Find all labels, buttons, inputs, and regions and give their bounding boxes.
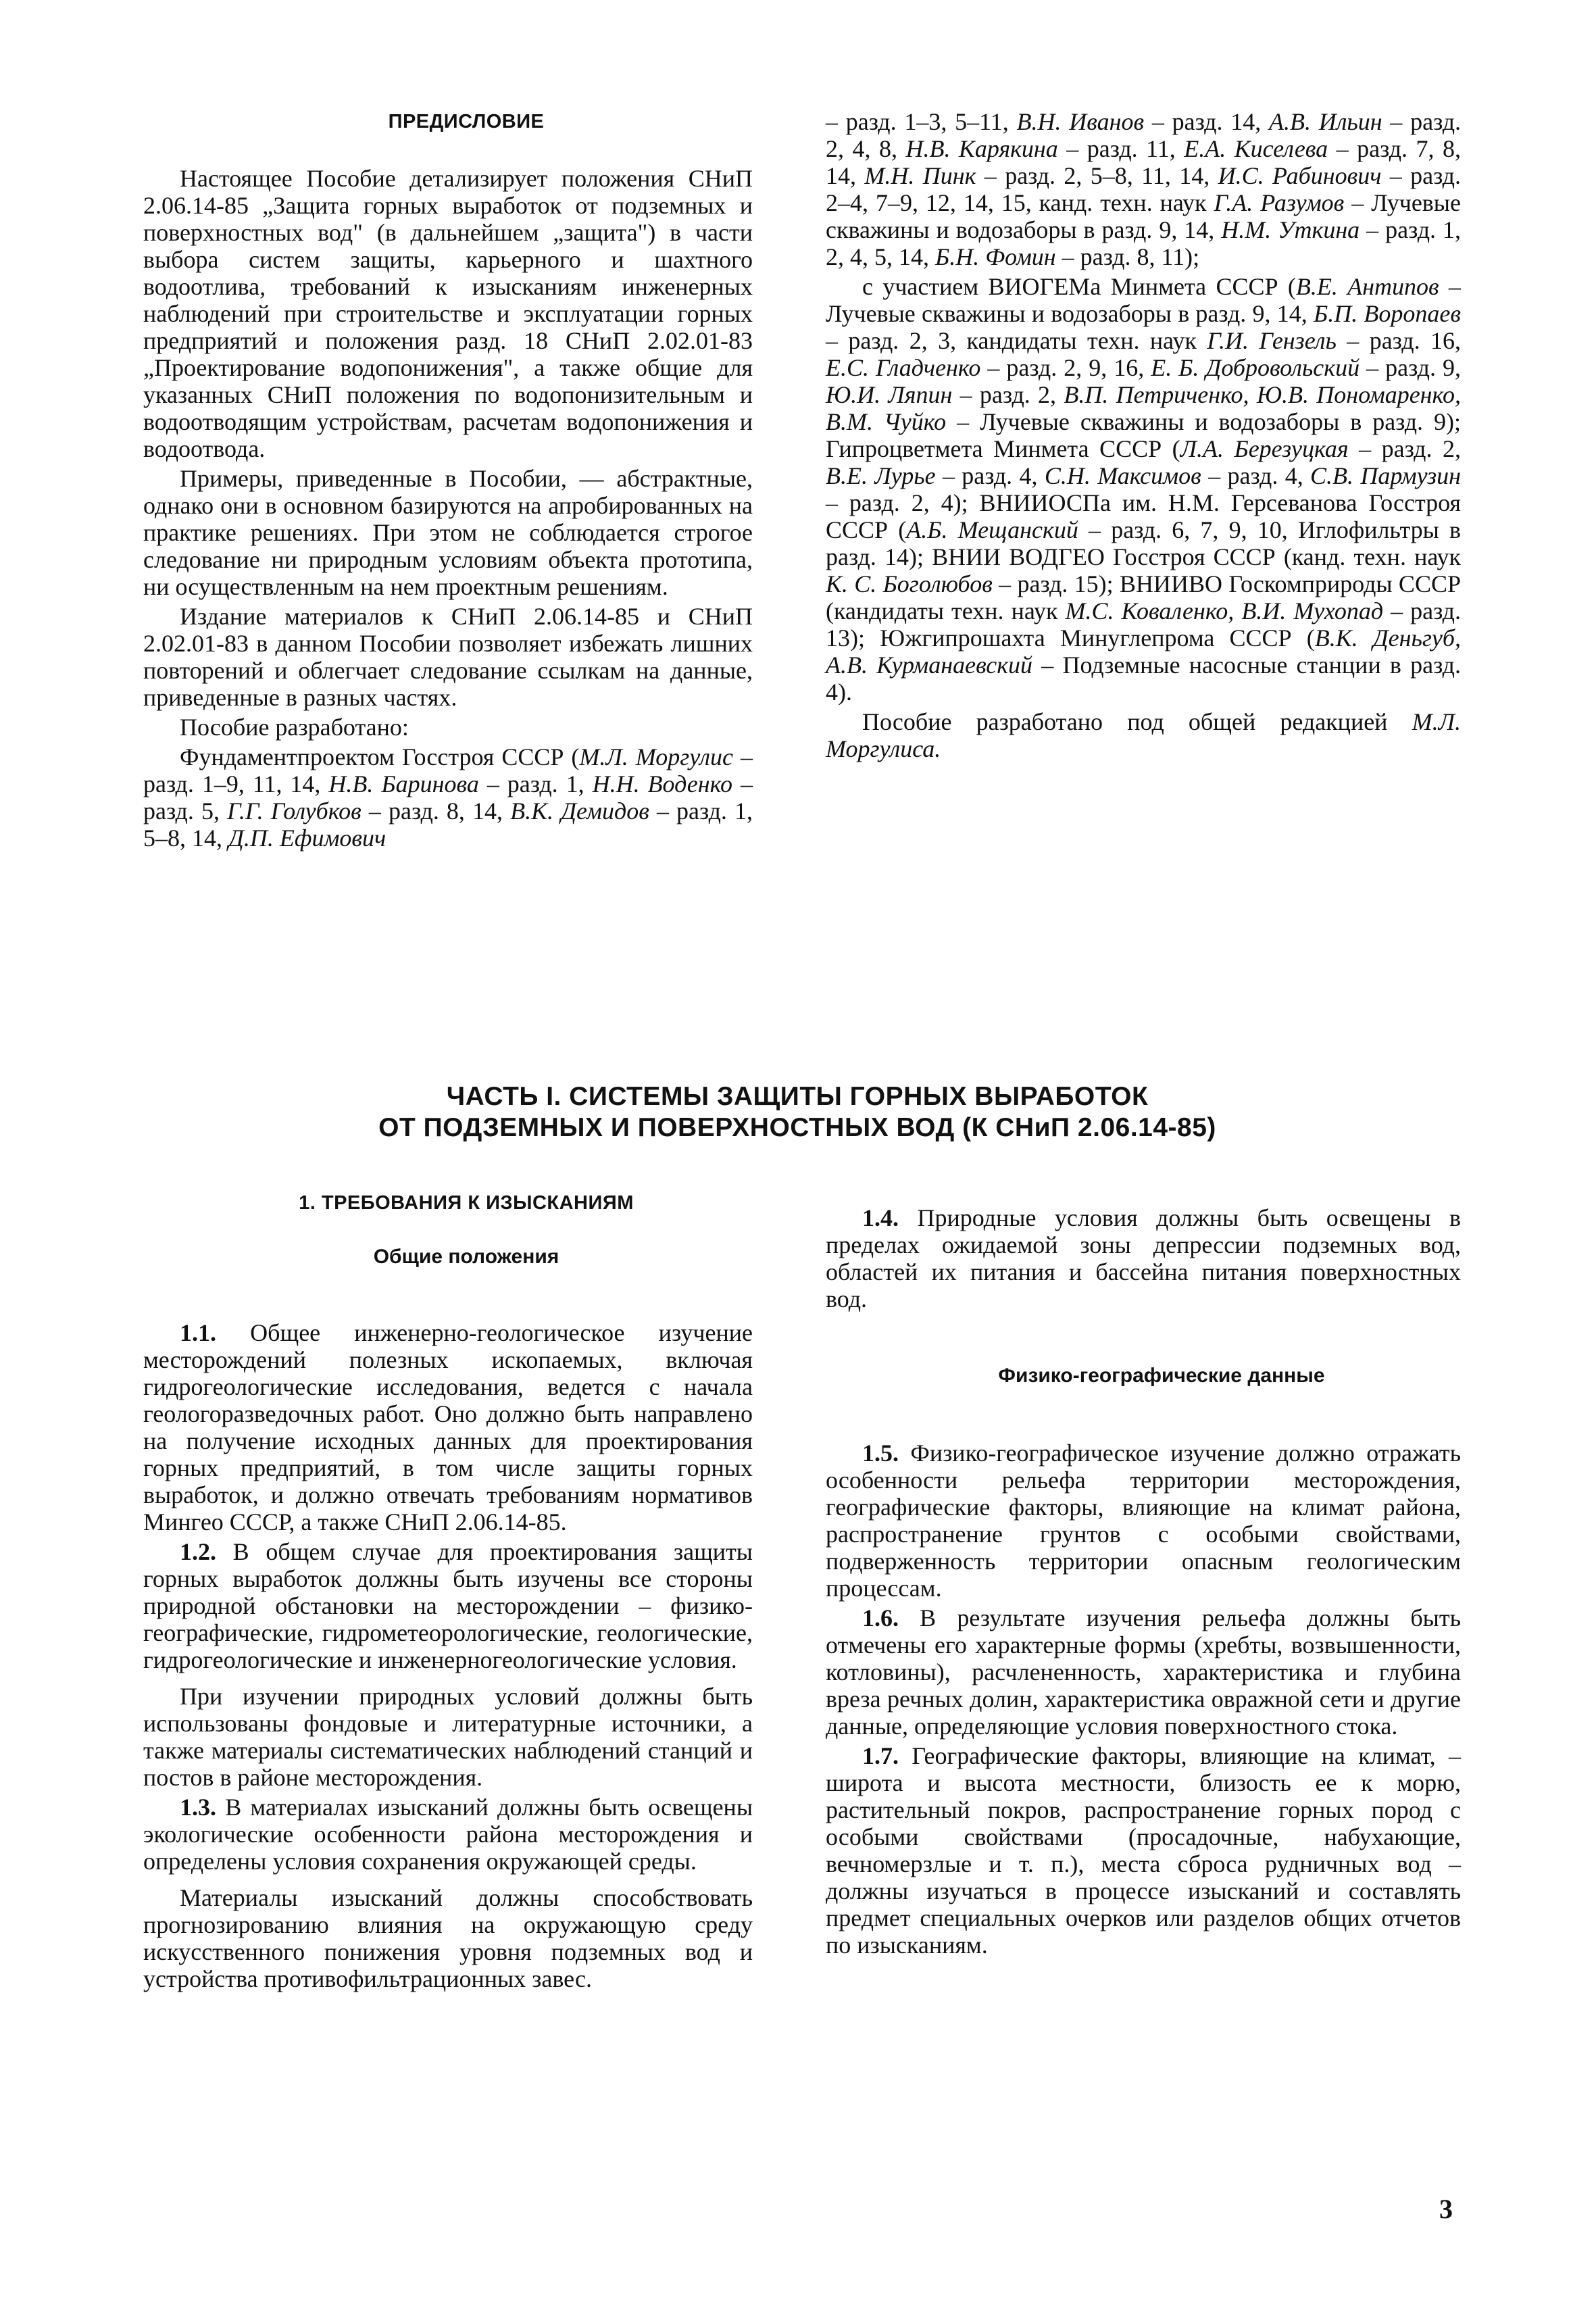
preface-paragraph-5: Фундаментпроектом Госстроя СССР (М.Л. Моргулис – разд. 1–9, 11, 14, Н.В. Баринова – разд. 1, Н.Н. Воденко – разд. 5, Г.Г. Голубков – разд. 8, 14, В.К. Демидов – разд. 1, 5–8, 14, Д.П. Ефимович [143, 743, 753, 852]
preface-paragraph-1: Настоящее Пособие детализирует положения СНиП 2.06.14-85 „Защита горных выработок от подземных и поверхностных вод" (в дальнейшем „защита") в части выбора систем защиты, карьерного и шахтного водоотлива, требований к изысканиям инженерных наблюдений при строительстве и эксплуатации горных предприятий и положения разд. 18 СНиП 2.02.01-83 „Проектирование водопонижения", а также общие для указанных СНиП положения по водопонизительным и водоотводящим устройствам, расчетам водопонижения и водоотвода. [143, 165, 753, 462]
preface-right-column [826, 108, 1461, 762]
preface-paragraph-6: с участием ВИОГЕМа Минмета СССР (В.Е. Антипов – Лучевые скважины и водозаборы в разд. 9, 14, Б.П. Воропаев – разд. 2, 3, кандидаты техн. наук Г.И. Гензель – разд. 16, Е.С. Гладченко – разд. 2, 9, 16, Е. Б. Добровольский – разд. 9, Ю.И. Ляпин – разд. 2, В.П. Петриченко, Ю.В. Пономаренко, В.М. Чуйко – Лучевые скважины и водозаборы в разд. 9); Гипроцветмета Минмета СССР (Л.А. Березуцкая – разд. 2, В.Е. Лурье – разд. 4, С.Н. Максимов – разд. 4, С.В. Пармузин – разд. 2, 4); ВНИИОСПа им. Н.М. Герсеванова Госстроя СССР (А.Б. Мещанский – разд. 6, 7, 9, 10, Иглофильтры в разд. 14); ВНИИ ВОДГЕО Госстроя СССР (канд. техн. наук К. С. Боголюбов – разд. 15); ВНИИВО Госкомприроды СССР (кандидаты техн. наук М.С. Коваленко, В.И. Мухопад – разд. 13); Южгипрошахта Минуглепрома СССР (В.К. Деньгуб, А.В. Курманаевский – Подземные насосные станции в разд. 4). [826, 273, 1462, 706]
page-number: 3 [1439, 2194, 1453, 2224]
item-1-5: 1.5. Физико-географическое изучение должно отражать особенности рельефа территории месторождения, географические факторы, влияющие на климат района, распространение грунтов с особыми свойствами, подверженность территории опасным геологическим процессам. [826, 1439, 1461, 1602]
section1-right-column [826, 1176, 1461, 1959]
item-1-1: 1.1. Общее инженерно-геологическое изучение месторождений полезных ископаемых, включая гидрогеологические исследования, ведется с начала геологоразведочных работ. Оно должно быть направлено на получение исходных данных для проектирования горных предприятий, в том числе защиты горных выработок, и должно отвечать требованиям нормативов Мингео СССР, а также СНиП 2.06.14-85. [143, 1319, 753, 1535]
preface-paragraph-4: Пособие разработано: [180, 714, 409, 741]
part-title-line-1: ЧАСТЬ I. СИСТЕМЫ ЗАЩИТЫ ГОРНЫХ ВЫРАБОТОК [446, 1082, 1149, 1111]
section1-left-column [143, 1189, 753, 1992]
preface-heading: ПРЕДИСЛОВИЕ [388, 111, 545, 132]
item-1-6: 1.6. В результате изучения рельефа должны быть отмечены его характерные формы (хребты, возвышенности, котловины), расчлененность, характеристика и глубина вреза речных долин, характеристика овражной сети и другие данные, определяющие условия поверхностного стока. [826, 1604, 1462, 1740]
item-1-7: 1.7. Географические факторы, влияющие на климат, – широта и высота местности, близость ее к морю, растительный покров, распространение горных пород с особыми свойствами (просадочные, набухающие, вечномерзлые и т. п.), места сброса рудничных вод – должны изучаться в процессе изысканий и составлять предмет специальных очерков или разделов общих отчетов по изысканиям. [826, 1742, 1461, 1959]
item-1-3-continued: Материалы изысканий должны способствовать прогнозированию влияния на окружающую среду искусственного понижения уровня подземных вод и устройства противофильтрационных завес. [143, 1884, 753, 1992]
item-1-3: 1.3. В материалах изысканий должны быть освещены экологические особенности района месторождения и определены условия сохранения окружающей среды. [143, 1794, 753, 1875]
section1-heading: 1. ТРЕБОВАНИЯ К ИЗЫСКАНИЯМ [299, 1192, 634, 1214]
preface-paragraph-3: Издание материалов к СНиП 2.06.14-85 и СНиП 2.02.01-83 в данном Пособии позволяет избежать лишних повторений и облегчает следование ссылкам на данные, приведенные в разных частях. [143, 603, 753, 711]
preface-paragraph-7: Пособие разработано под общей редакцией М.Л. Моргулиса. [826, 708, 1461, 762]
preface-paragraph-2: Примеры, приведенные в Пособии, — абстрактные, однако они в основном базируются на апробированных на практике решениях. При этом не соблюдается строгое следование ни природным условиям объекта прототипа, ни осуществленным на нем проектным решениям. [143, 465, 753, 600]
part-title [203, 1081, 1392, 1143]
item-1-4: 1.4. Природные условия должны быть освещены в пределах ожидаемой зоны депрессии подземных вод, областей их питания и бассейна питания поверхностных вод. [826, 1204, 1461, 1312]
section1-subheading-2: Физико-географические данные [998, 1364, 1325, 1387]
preface-paragraph-5-continued: – разд. 1–3, 5–11, В.Н. Иванов – разд. 14, А.В. Ильин – разд. 2, 4, 8, Н.В. Карякина – разд. 11, Е.А. Киселева – разд. 7, 8, 14, М.Н. Пинк – разд. 2, 5–8, 11, 14, И.С. Рабинович – разд. 2–4, 7–9, 12, 14, 15, канд. техн. наук Г.А. Разумов – Лучевые скважины и водозаборы в разд. 9, 14, Н.М. Уткина – разд. 1, 2, 4, 5, 14, Б.Н. Фомин – разд. 8, 11); [826, 108, 1462, 270]
item-1-2-continued: При изучении природных условий должны быть использованы фондовые и литературные источники, а также материалы систематических наблюдений станций и постов в районе месторождения. [143, 1683, 753, 1791]
preface-left-column [143, 108, 753, 852]
item-1-2: 1.2. В общем случае для проектирования защиты горных выработок должны быть изучены все стороны природной обстановки на месторождении – физико-географические, гидрометеорологические, геологические, гидрогеологические и инженерногеологические условия. [143, 1538, 753, 1673]
part-title-line-2: ОТ ПОДЗЕМНЫХ И ПОВЕРХНОСТНЫХ ВОД (К СНиП 2.06.14-85) [378, 1113, 1216, 1142]
section1-subheading: Общие положения [373, 1246, 559, 1268]
